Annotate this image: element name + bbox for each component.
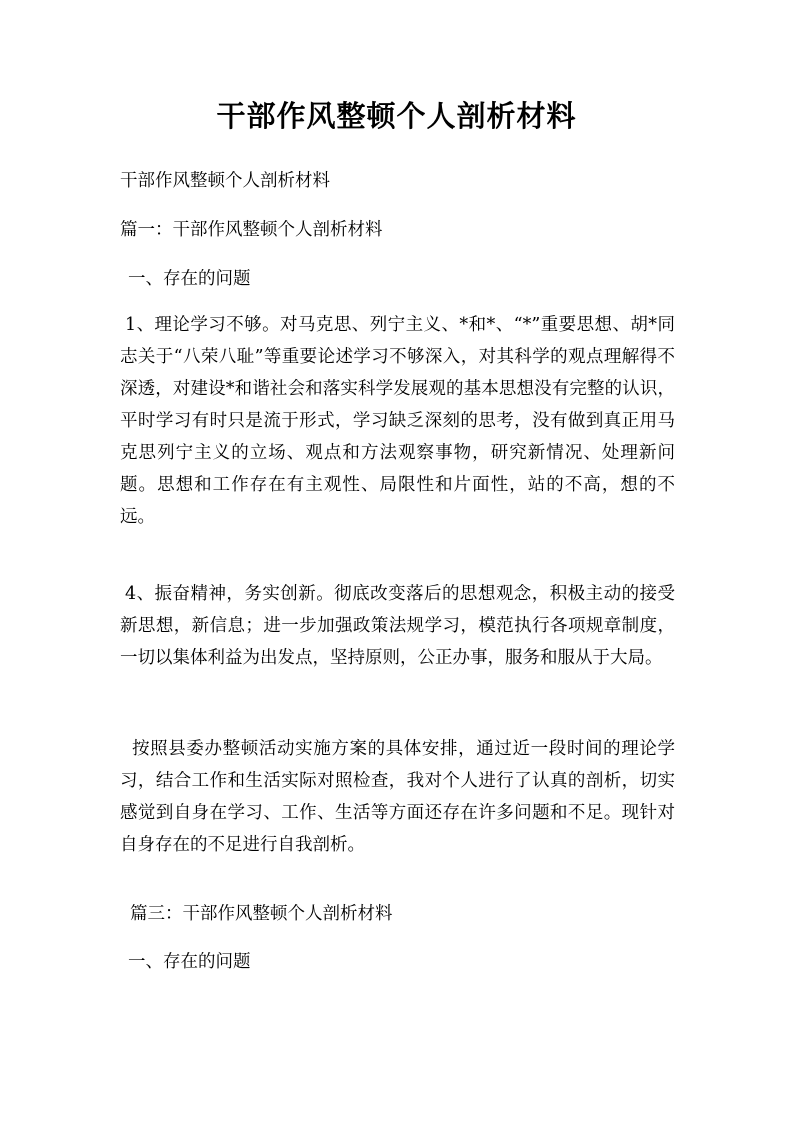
problems-heading-2: 一、存在的问题 bbox=[128, 952, 251, 972]
paragraph-inspire-spirit: 4、振奋精神，务实创新。彻底改变落后的思想观念，积极主动的接受新思想，新信息；进一步加强政策法规学习，模范执行各项规章制度，一切以集体利益为出发点，坚持原则，公正办事，服务和服从于大局。 bbox=[120, 584, 675, 668]
paragraph-self-analysis: 按照县委办整顿活动实施方案的具体安排，通过近一段时间的理论学习，结合工作和生活实际对照检查，我对个人进行了认真的剖析，切实感觉到自身在学习、工作、生活等方面还存在许多问题和不足。现针对自身存在的不足进行自我剖析。 bbox=[120, 739, 675, 855]
problems-heading-1: 一、存在的问题 bbox=[128, 269, 251, 289]
document-title: 干部作风整顿个人剖析材料 bbox=[216, 99, 577, 133]
document-subtitle: 干部作风整顿个人剖析材料 bbox=[120, 171, 330, 191]
section-one-heading: 篇一：干部作风整顿个人剖析材料 bbox=[120, 220, 383, 240]
section-three-heading: 篇三：干部作风整顿个人剖析材料 bbox=[130, 904, 393, 924]
paragraph-theory-study: 1、理论学习不够。对马克思、列宁主义、*和*、“*”重要思想、胡*同志关于“八荣八耻”等重要论述学习不够深入，对其科学的观点理解得不深透，对建设*和谐社会和落实科学发展观的基本思想没有完整的认识，平时学习有时只是流于形式，学习缺乏深刻的思考，没有做到真正用马克思列宁主义的立场、观点和方法观察事物，研究新情况、处理新问题。思想和工作存在有主观性、局限性和片面性，站的不高，想的不远。 bbox=[120, 315, 675, 527]
